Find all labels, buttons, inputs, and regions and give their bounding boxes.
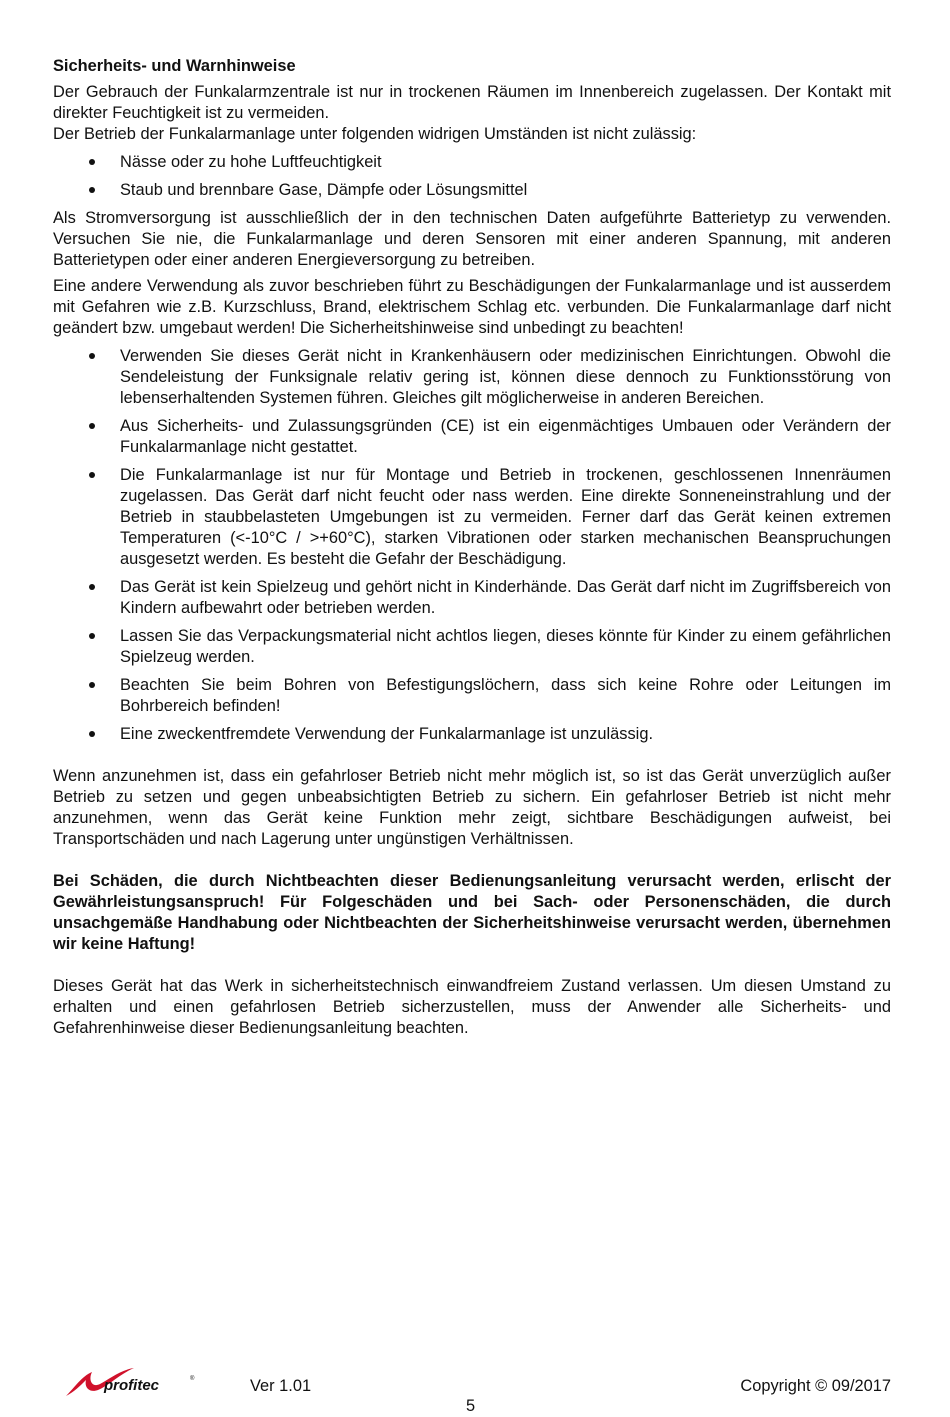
rules-list bbox=[53, 346, 891, 745]
version-label: Ver 1.01 bbox=[250, 1377, 312, 1395]
copyright-label: Copyright © 09/2017 bbox=[740, 1377, 891, 1395]
liability-paragraph: Bei Schäden, die durch Nichtbeachten dieser Bedienungsanleitung verursacht werden, erlischt der Gewährleistungsanspruch! Für Folgeschäden und bei Sach- oder Personenschäden, die durch unsachgemäße Handhabung oder Nichtbeachten der Sicherheitshinweise verursacht werden, übernehmen wir keine Haftung! bbox=[53, 872, 891, 953]
safe-operation-paragraph: Wenn anzunehmen ist, dass ein gefahrloser Betrieb nicht mehr möglich ist, so ist das Gerät unverzüglich außer Betrieb zu setzen und gegen unbeabsichtigten Betrieb zu sichern. Ein gefahrloser Betrieb ist nicht mehr anzunehmen, wenn das Gerät keine Funktion mehr zeigt, sichtbare Beschädigungen aufweist, bei Transportschäden und nach Lagerung unter ungünstigen Verhältnissen. bbox=[53, 767, 891, 848]
list-item: Das Gerät ist kein Spielzeug und gehört nicht in Kinderhände. Das Gerät darf nicht im Zugriffsbereich von Kindern aufbewahrt oder betrieben werden. bbox=[53, 577, 891, 619]
other-use-paragraph: Eine andere Verwendung als zuvor beschrieben führt zu Beschädigungen der Funkalarmanlage und ist ausserdem mit Gefahren wie z.B. Kurzschluss, Brand, elektrischem Schlag etc. verbunden. Die Funkalarmanlage darf nicht geändert bzw. umgebaut werden! Die Sicherheitshinweise sind unbedingt zu beachten! bbox=[53, 277, 891, 337]
list-item: Die Funkalarmanlage ist nur für Montage und Betrieb in trockenen, geschlossenen Innenräumen zugelassen. Das Gerät darf nicht feucht oder nass werden. Eine direkte Sonneneinstrahlung und der Betrieb in staubbelasteten Umgebungen ist zu vermeiden. Ferner darf das Gerät keinen extremen Temperaturen (<-10°C / >+60°C), starken Vibrationen oder starken mechanischen Beanspruchungen ausgesetzt werden. Es besteht die Gefahr der Beschädigung. bbox=[53, 465, 891, 570]
intro-paragraph: Der Gebrauch der Funkalarmzentrale ist nur in trockenen Räumen im Innenbereich zugelassen. Der Kontakt mit direkter Feuchtigkeit ist zu vermeiden. bbox=[53, 83, 891, 122]
profitec-logo bbox=[62, 1362, 202, 1400]
closing-paragraph: Dieses Gerät hat das Werk in sicherheitstechnisch einwandfreiem Zustand verlassen. Um diesen Umstand zu erhalten und einen gefahrlosen Betrieb sicherzustellen, muss der Anwender alle Sicherheits- und Gefahrenhinweise dieser Bedienungsanleitung beachten. bbox=[53, 977, 891, 1037]
logo-wordmark: profitec bbox=[104, 1377, 160, 1394]
list-item: Staub und brennbare Gase, Dämpfe oder Lösungsmittel bbox=[53, 180, 891, 201]
page-footer bbox=[0, 1362, 950, 1415]
list-item: Beachten Sie beim Bohren von Befestigungslöchern, dass sich keine Rohre oder Leitungen im Bohrbereich befinden! bbox=[53, 675, 891, 717]
section-heading: Sicherheits- und Warnhinweise bbox=[53, 57, 296, 75]
registered-mark: ® bbox=[190, 1376, 195, 1382]
list-item: Verwenden Sie dieses Gerät nicht in Krankenhäusern oder medizinischen Einrichtungen. Obwohl die Sendeleistung der Funksignale relativ gering ist, können diese dennoch zu Funktionsstörung von lebenserhaltenden Systemen führen. Gleiches gilt möglicherweise in anderen Bereichen. bbox=[53, 346, 891, 409]
power-paragraph: Als Stromversorgung ist ausschließlich der in den technischen Daten aufgeführte Batterietyp zu verwenden. Versuchen Sie nie, die Funkalarmanlage und deren Sensoren mit einer anderen Spannung, mit anderen Batterietypen oder einer anderen Energieversorgung zu betreiben. bbox=[53, 209, 891, 269]
intro-conditions-lead: Der Betrieb der Funkalarmanlage unter folgenden widrigen Umständen ist nicht zulässig: bbox=[53, 125, 697, 143]
list-item: Eine zweckentfremdete Verwendung der Funkalarmanlage ist unzulässig. bbox=[53, 724, 891, 745]
document-page bbox=[53, 56, 891, 1039]
conditions-list bbox=[53, 152, 891, 201]
list-item: Lassen Sie das Verpackungsmaterial nicht achtlos liegen, dieses könnte für Kinder zu einem gefährlichen Spielzeug werden. bbox=[53, 626, 891, 668]
list-item: Nässe oder zu hohe Luftfeuchtigkeit bbox=[53, 152, 891, 173]
list-item: Aus Sicherheits- und Zulassungsgründen (CE) ist ein eigenmächtiges Umbauen oder Verändern der Funkalarmanlage nicht gestattet. bbox=[53, 416, 891, 458]
page-number: 5 bbox=[466, 1397, 476, 1415]
